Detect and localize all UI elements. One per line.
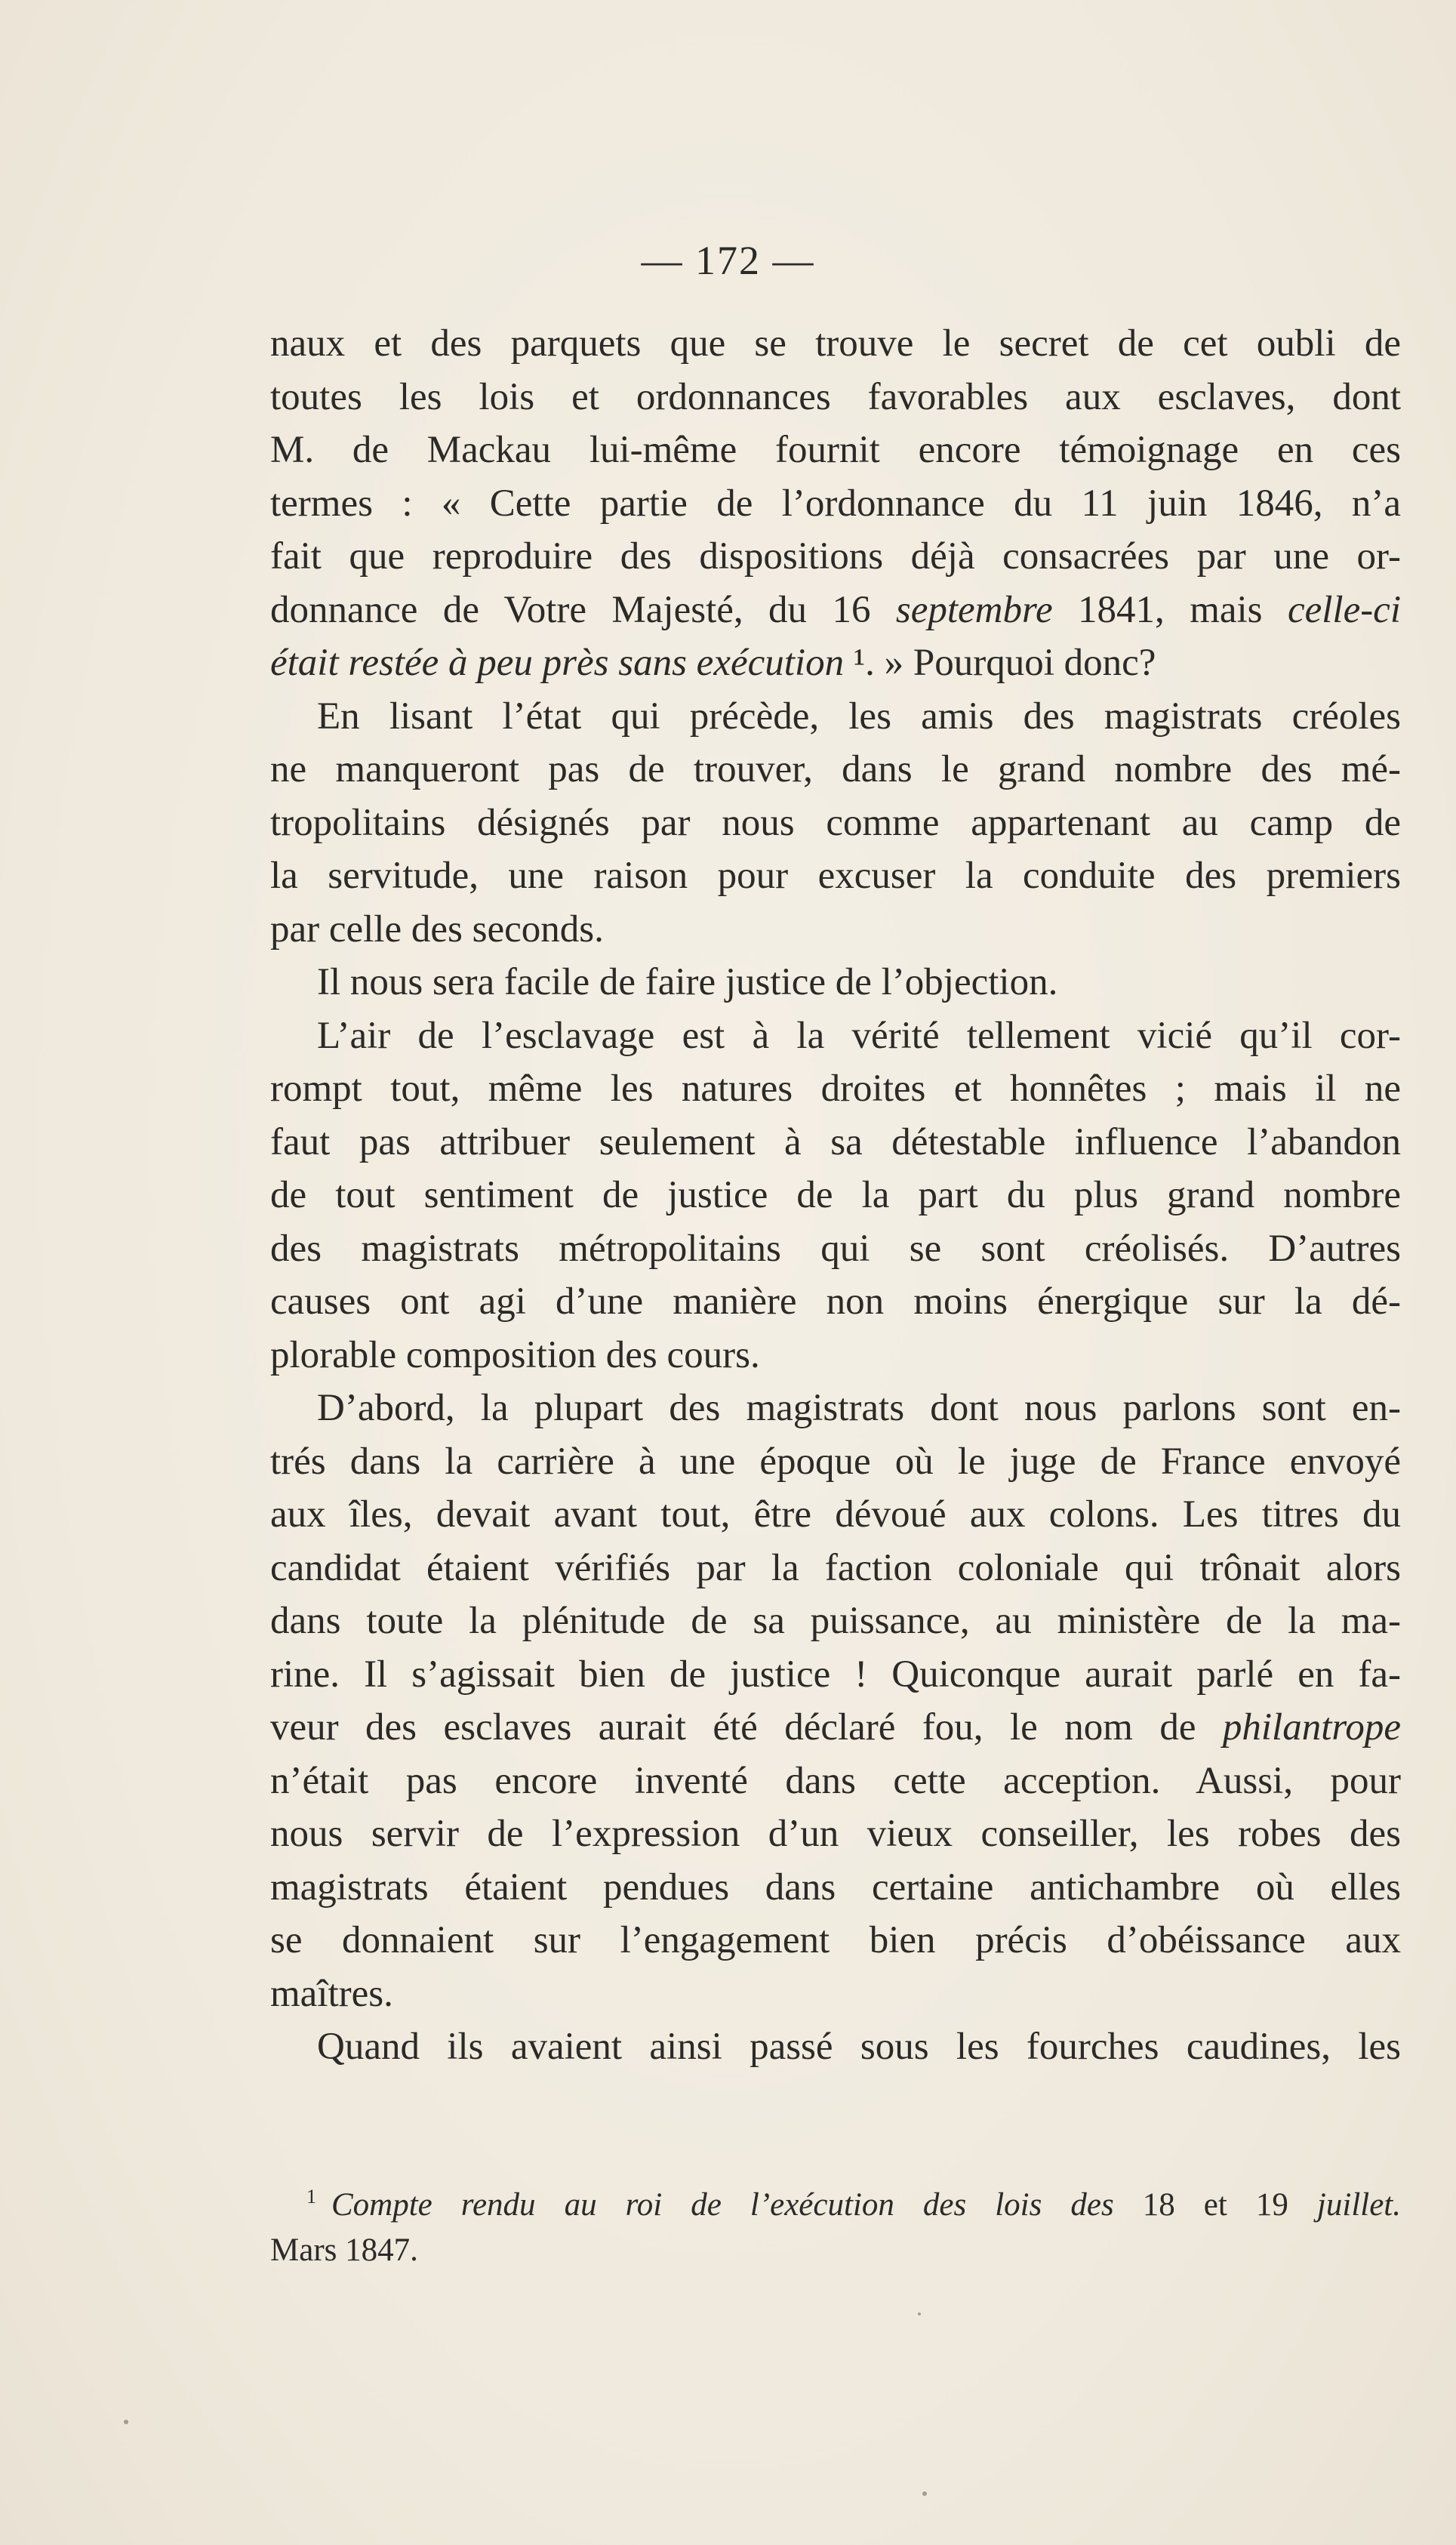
text-line: nous servir de l’expression d’un vieux conseiller, les robes des <box>270 1813 1401 1855</box>
text-line: tropolitains désignés par nous comme appartenant au camp de <box>270 801 1401 844</box>
footnote-citation: Compte rendu au roi de l’exécution des lois des <box>331 2187 1114 2223</box>
italic-run: philantrope <box>1222 1706 1401 1749</box>
text-run: veur des esclaves aurait été déclaré fou, le nom de <box>270 1706 1223 1749</box>
text-line: rine. Il s’agissait bien de justice ! Quiconque aurait parlé en fa- <box>270 1653 1401 1696</box>
text-line: maîtres. <box>270 1972 393 2015</box>
text-line: magistrats étaient pendues dans certaine antichambre où elles <box>270 1866 1401 1909</box>
text-line: naux et des parquets que se trouve le secret de cet oubli de <box>270 322 1401 365</box>
page-number: — 172 — <box>641 238 815 283</box>
footnote-ref-run: ¹. » Pourquoi donc? <box>844 642 1156 684</box>
text-line: aux îles, devait avant tout, être dévoué aux colons. Les titres du <box>270 1493 1401 1536</box>
paper-speck <box>124 2420 128 2424</box>
text-line: trés dans la carrière à une époque où le juge de France envoyé <box>270 1440 1401 1483</box>
paper-speck <box>922 2491 927 2496</box>
text-line: causes ont agi d’une manière non moins énergique sur la dé- <box>270 1280 1401 1323</box>
text-line: Il nous sera facile de faire justice de l’objection. <box>317 961 1058 1003</box>
text-line: de tout sentiment de justice de la part du plus grand nombre <box>270 1174 1401 1216</box>
text-line: plorable composition des cours. <box>270 1333 760 1376</box>
italic-run: était restée à peu près sans exécution <box>270 642 845 684</box>
text-line <box>270 1701 1401 1755</box>
italic-run: septembre <box>895 588 1053 631</box>
text-line: la servitude, une raison pour excuser la conduite des premiers <box>270 855 1401 897</box>
text-line: L’air de l’esclavage est à la vérité tellement vicié qu’il cor- <box>317 1014 1401 1057</box>
text-line: candidat étaient vérifiés par la faction coloniale qui trônait alors <box>270 1546 1401 1589</box>
text-line: toutes les lois et ordonnances favorables aux esclaves, dont <box>270 375 1401 418</box>
footnote-month: juillet. <box>1316 2187 1401 2223</box>
text-line <box>270 584 1401 637</box>
italic-run: celle-ci <box>1287 588 1401 631</box>
text-run: donnance de Votre Majesté, du 16 <box>270 588 896 631</box>
footnote-line: Mars 1847. <box>270 2232 418 2268</box>
paper-speck <box>918 2312 921 2315</box>
footnote-dates: 18 et 19 <box>1113 2187 1317 2223</box>
text-run: 1841, mais <box>1052 588 1288 631</box>
text-line: par celle des seconds. <box>270 907 604 951</box>
text-line: D’abord, la plupart des magistrats dont nous parlons sont en- <box>317 1387 1401 1429</box>
footnote-line <box>270 2183 1401 2228</box>
text-line: se donnaient sur l’engagement bien précis d’obéissance aux <box>270 1919 1401 1961</box>
text-line: termes : « Cette partie de l’ordonnance du 11 juin 1846, n’a <box>270 482 1401 525</box>
text-line: des magistrats métropolitains qui se sont créolisés. D’autres <box>270 1227 1401 1270</box>
text-line: fait que reproduire des dispositions déjà consacrées par une or- <box>270 535 1401 578</box>
text-line <box>270 636 1401 690</box>
body-text <box>270 317 1401 2074</box>
text-line: ne manqueront pas de trouver, dans le grand nombre des mé- <box>270 748 1401 790</box>
text-line: faut pas attribuer seulement à sa détestable influence l’abandon <box>270 1120 1401 1163</box>
text-line: rompt tout, même les natures droites et honnêtes ; mais il ne <box>270 1068 1401 1110</box>
text-line: dans toute la plénitude de sa puissance, au ministère de la ma- <box>270 1600 1401 1642</box>
footnote <box>270 2183 1401 2273</box>
text-line: n’était pas encore inventé dans cette acception. Aussi, pour <box>270 1759 1401 1802</box>
text-line: M. de Mackau lui-même fournit encore témoignage en ces <box>270 429 1401 471</box>
text-line: En lisant l’état qui précède, les amis des magistrats créoles <box>317 695 1401 738</box>
footnote-mark: 1 <box>306 2186 316 2208</box>
text-line: Quand ils avaient ainsi passé sous les fourches caudines, les <box>317 2026 1401 2068</box>
